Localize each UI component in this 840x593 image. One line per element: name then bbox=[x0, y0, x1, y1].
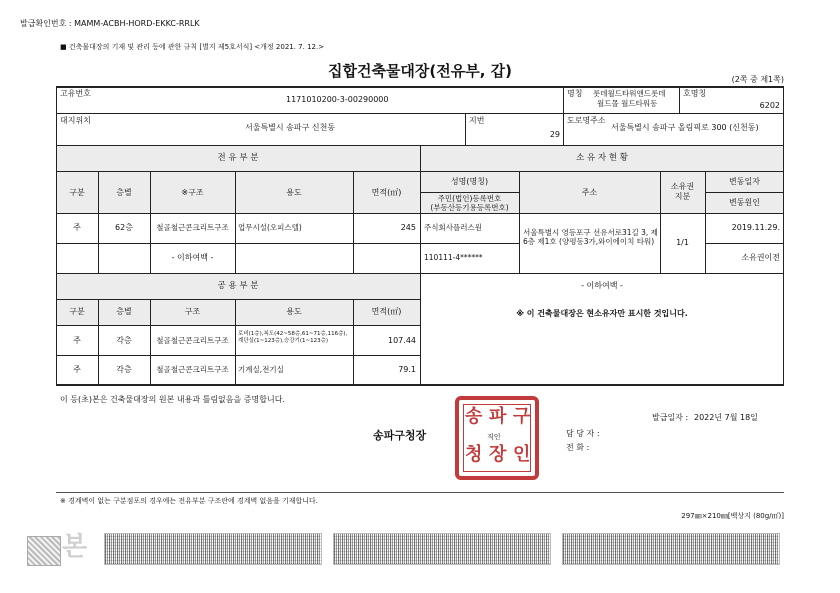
excl-structure: 철골철근콘크리트구조 bbox=[156, 223, 229, 232]
common-row2-kind: 주 bbox=[73, 365, 81, 374]
owner-share-header-2: 지분 bbox=[674, 192, 691, 201]
owner-change-date-header: 변동일자 bbox=[729, 177, 760, 186]
col-structure: ※구조 bbox=[181, 188, 204, 197]
exclusive-section-title: 전 유 부 분 bbox=[217, 153, 259, 163]
excl-kind: 주 bbox=[73, 223, 81, 232]
seal-label: 직인 bbox=[487, 433, 501, 441]
excl-end-mark: - 이하여백 - bbox=[171, 253, 214, 262]
owner-change-date: 2019.11.29. bbox=[731, 223, 780, 232]
common-col-area: 면적(㎡) bbox=[371, 307, 402, 316]
common-row2-area: 79.1 bbox=[398, 365, 416, 374]
issue-date: 2022년 7월 18일 bbox=[694, 413, 758, 422]
road-value: 서울특별시 송파구 올림픽로 300 (신천동) bbox=[611, 123, 759, 132]
common-row1-use: 로비(1층),복도(42~58층,61~71층,116층),계단실(1~123층),승강기(1~123층) bbox=[238, 331, 348, 345]
common-row2-use: 기계실,전기실 bbox=[238, 365, 284, 374]
common-col-floor: 층별 bbox=[116, 307, 132, 316]
col-area: 면적(㎡) bbox=[371, 188, 402, 197]
common-col-kind: 구분 bbox=[69, 307, 85, 316]
owner-change-reason: 소유권이전 bbox=[741, 253, 780, 262]
common-section-title: 공 용 부 분 bbox=[217, 281, 259, 291]
security-barcode-3 bbox=[562, 533, 780, 565]
excl-area: 245 bbox=[400, 223, 416, 232]
owner-share: 1/1 bbox=[676, 238, 689, 247]
common-col-use: 용도 bbox=[286, 307, 302, 316]
owner-name-header: 성명(명칭) bbox=[450, 177, 489, 186]
document-title: 집합건축물대장(전유부, 갑) bbox=[327, 62, 513, 80]
owner-addr-header: 주소 bbox=[581, 188, 598, 197]
paper-size: 297㎜×210㎜[백상지 (80g/㎡)] bbox=[681, 512, 784, 520]
owner-change-reason-header: 변동원인 bbox=[729, 198, 760, 207]
lot-value: 29 bbox=[549, 130, 560, 139]
col-use: 용도 bbox=[286, 188, 302, 197]
issue-number: 발급확인번호 : MAMM-ACBH-HORD-EKKC-RRLK bbox=[20, 19, 200, 28]
common-row2-structure: 철골철근콘크리트구조 bbox=[156, 365, 229, 374]
site-label: 대지위치 bbox=[60, 116, 91, 125]
name-label: 명칭 bbox=[567, 89, 583, 98]
owner-section-title: 소 유 자 현 황 bbox=[576, 153, 628, 163]
ho-label: 호명칭 bbox=[683, 89, 707, 98]
lot-label: 지번 bbox=[469, 116, 485, 125]
unique-no-label: 고유번호 bbox=[60, 89, 91, 98]
owner-reg-no: 110111-4****** bbox=[424, 253, 483, 262]
common-row1-area: 107.44 bbox=[388, 336, 416, 345]
road-label: 도로명주소 bbox=[567, 116, 606, 125]
excl-floor: 62층 bbox=[115, 223, 133, 232]
owner-end-mark: - 이하여백 - bbox=[581, 281, 623, 290]
owner-name: 주식회사플러스원 bbox=[424, 223, 482, 232]
common-row1-floor: 각층 bbox=[116, 336, 132, 345]
owner-address: 서울특별시 영등포구 선유서로31길 3, 제6층 제1호 (양평동3가,와이에이치 타워) bbox=[523, 228, 658, 246]
owner-reg-header-2: (부동산등기용등록번호) bbox=[430, 203, 509, 212]
regulation-note: ■ 건축물대장의 기재 및 관리 등에 관한 규칙 [별지 제5호서식] <개정 2021. 7. 12.> bbox=[60, 43, 325, 51]
common-col-structure: 구조 bbox=[184, 307, 201, 316]
common-row1-kind: 주 bbox=[73, 336, 81, 345]
col-kind: 구분 bbox=[69, 188, 85, 197]
footnote: ※ 경계벽이 없는 구분점포의 경우에는 전유부분 구조란에 경계벽 없음을 기재합니다. bbox=[60, 497, 319, 505]
common-row2-floor: 각층 bbox=[116, 365, 132, 374]
phone-label: 전 화 : bbox=[566, 443, 590, 452]
ho-value: 6202 bbox=[759, 101, 780, 110]
common-row1-structure: 철골철근콘크리트구조 bbox=[156, 336, 229, 345]
unique-no-value: 1171010200-3-00290000 bbox=[286, 95, 389, 104]
certification-text: 이 등(초)본은 건축물대장의 원본 내용과 틀림없음을 증명합니다. bbox=[60, 395, 285, 404]
security-barcode-2 bbox=[333, 533, 551, 565]
owner-reg-header-1: 주민(법인)등록번호 bbox=[437, 194, 502, 203]
original-watermark: 본 bbox=[62, 532, 88, 562]
name-value-line1: 롯데월드타워앤드롯데 bbox=[593, 89, 666, 98]
owner-share-header-1: 소유권 bbox=[670, 182, 695, 191]
col-floor: 층별 bbox=[116, 188, 132, 197]
verification-code-icon bbox=[27, 536, 61, 566]
page-info: (2쪽 중 제1쪽) bbox=[731, 75, 784, 84]
official-seal-stamp: 송 파 구 청 장 인 bbox=[455, 396, 539, 480]
name-value-line2: 월드몰 월드타워동 bbox=[597, 99, 658, 108]
security-barcode-1 bbox=[104, 533, 322, 565]
issue-date-label: 발급일자 : bbox=[652, 413, 689, 422]
site-value: 서울특별시 송파구 신천동 bbox=[245, 123, 336, 132]
issuer-name: 송파구청장 bbox=[373, 429, 427, 442]
owner-note: ※ 이 건축물대장은 현소유자만 표시한 것입니다. bbox=[516, 309, 688, 318]
excl-use: 업무시설(오피스텔) bbox=[238, 223, 302, 232]
official-label: 담 당 자 : bbox=[566, 429, 600, 438]
